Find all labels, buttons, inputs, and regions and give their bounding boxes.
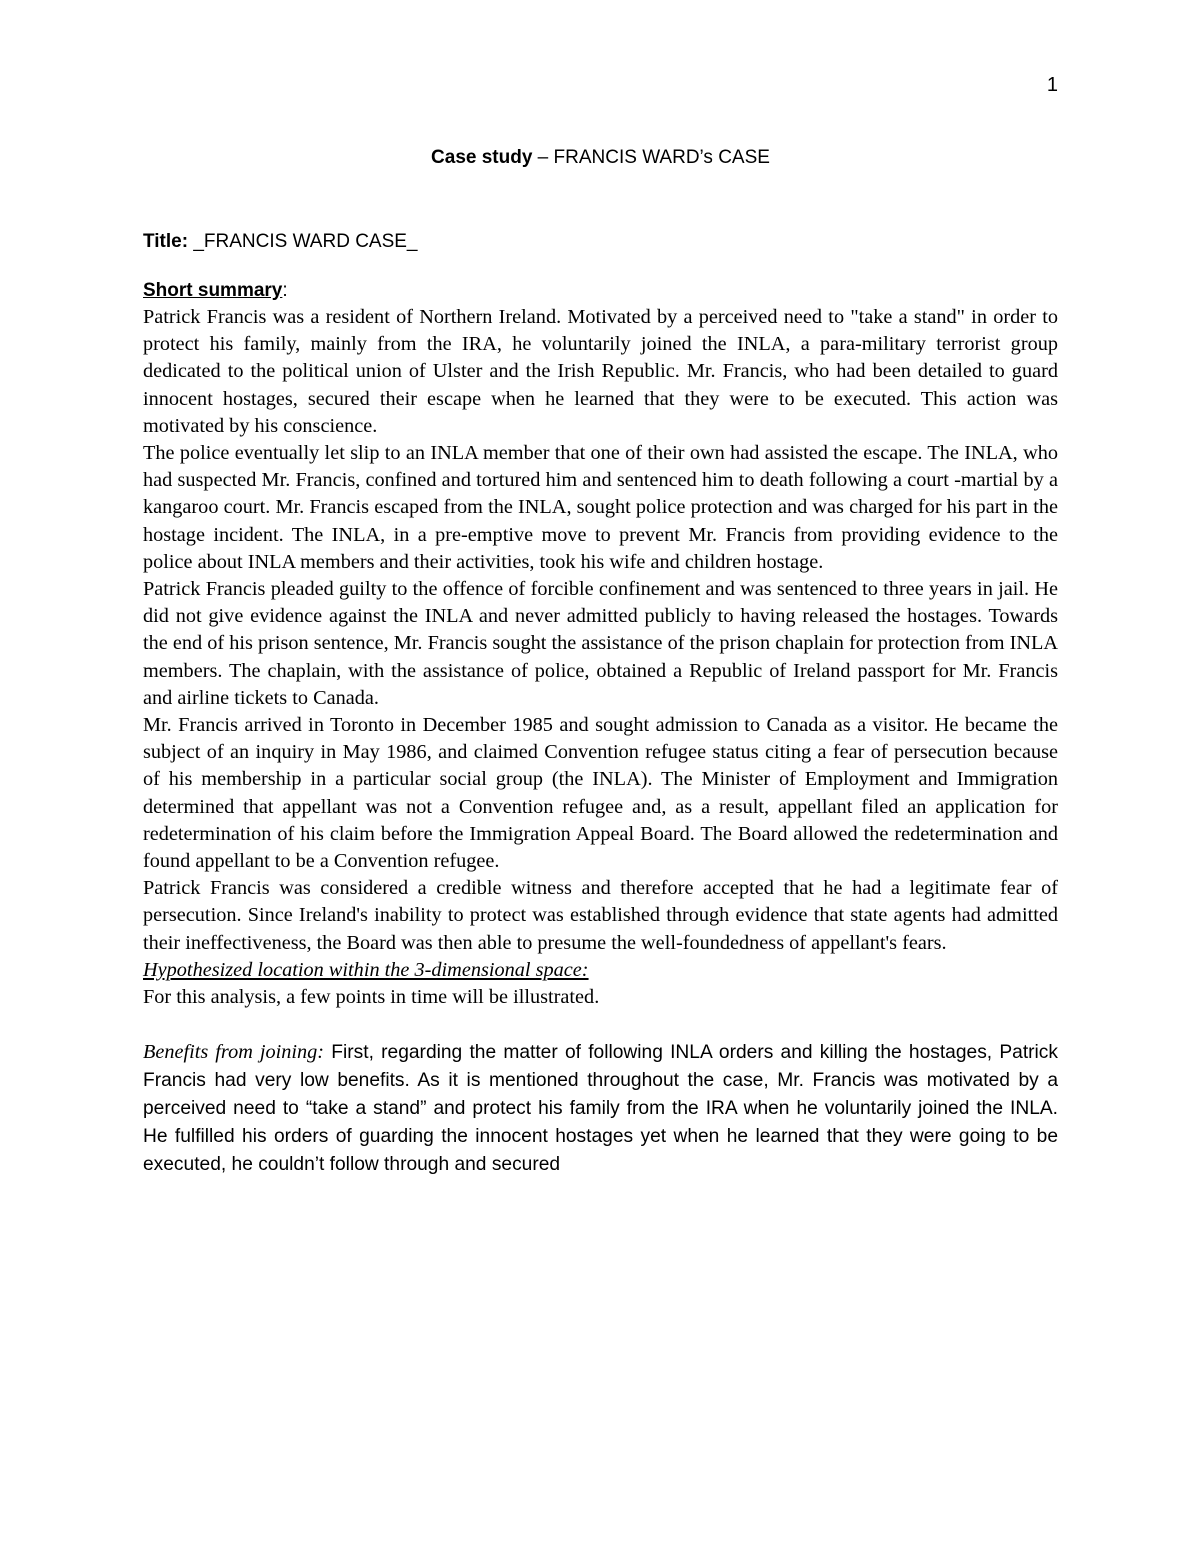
location-text: For this analysis, a few points in time will be illustrated.	[143, 986, 600, 1009]
summary-paragraph-2: The police eventually let slip to an INLA member that one of their own had assisted the escape. The INLA, who had suspected Mr. Francis, confined and tortured him and sentenced him to death following a court -martial by a kangaroo court. Mr. Francis escaped from the INLA, sought police protection and was charged for his part in the hostage incident. The INLA, in a pre-emptive move to prevent Mr. Francis from providing evidence to the police about INLA members and their activities, took his wife and children hostage.	[143, 442, 1058, 573]
heading-bold-part: Case study	[431, 147, 533, 168]
document-heading	[143, 143, 1058, 173]
title-value: _FRANCIS WARD CASE_	[188, 231, 418, 252]
location-heading-text: Hypothesized location within the 3-dimensional space:	[143, 958, 589, 981]
summary-heading-colon: :	[282, 280, 288, 301]
summary-paragraph-3: Patrick Francis pleaded guilty to the offence of forcible confinement and was sentenced to three years in jail. He did not give evidence against the INLA and never admitted publicly to having released the hostages. Towards the end of his prison sentence, Mr. Francis sought the assistance of the prison chaplain for protection from INLA members. The chaplain, with the assistance of police, obtained a Republic of Ireland passport for Mr. Francis and airline tickets to Canada.	[143, 578, 1058, 709]
page-number: 1	[1046, 74, 1058, 96]
summary-heading	[143, 277, 1058, 304]
summary-paragraph-5: Patrick Francis was considered a credible witness and therefore accepted that he had a legitimate fear of persecution. Since Ireland's inability to protect was established through evidence that state agents had admitted their ineffectiveness, the Board was then able to presume the well-foundedness of appellant's fears.	[143, 877, 1058, 954]
document-body	[143, 143, 1058, 1179]
summary-paragraph-4: Mr. Francis arrived in Toronto in December 1985 and sought admission to Canada as a visitor. He became the subject of an inquiry in May 1986, and claimed Convention refugee status citing a fear of persecution because of his membership in a particular social group (the INLA). The Minister of Employment and Immigration determined that appellant was not a Convention refugee and, as a result, appellant filed an application for redetermination of his claim before the Immigration Appeal Board. The Board allowed the redetermination and found appellant to be a Convention refugee.	[143, 714, 1058, 873]
title-label: Title:	[143, 231, 189, 252]
heading-rest: – FRANCIS WARD’s CASE	[532, 147, 770, 168]
summary-heading-text: Short summary	[143, 280, 283, 301]
benefits-text: First, regarding the matter of following INLA orders and killing the hostages, Patrick Francis had very low benefits. As it is mentioned throughout the case, Mr. Francis was motivated by a perceived need to “take a stand” and protect his family from the IRA when he voluntarily joined the INLA. He fulfilled his orders of guarding the innocent hostages yet when he learned that they were going to be executed, he couldn’t follow through and secured	[143, 1042, 1058, 1176]
location-heading	[143, 957, 1058, 984]
benefits-paragraph	[143, 1038, 1058, 1179]
title-line	[143, 228, 1058, 255]
benefits-lead: Benefits from joining:	[143, 1041, 325, 1064]
summary-paragraph-1: Patrick Francis was a resident of Northern Ireland. Motivated by a perceived need to "take a stand" in order to protect his family, mainly from the IRA, he voluntarily joined the INLA, a para-military terrorist group dedicated to the political union of Ulster and the Irish Republic. Mr. Francis, who had been detailed to guard innocent hostages, secured their escape when he learned that they were to be executed. This action was motivated by his conscience.	[143, 306, 1058, 437]
